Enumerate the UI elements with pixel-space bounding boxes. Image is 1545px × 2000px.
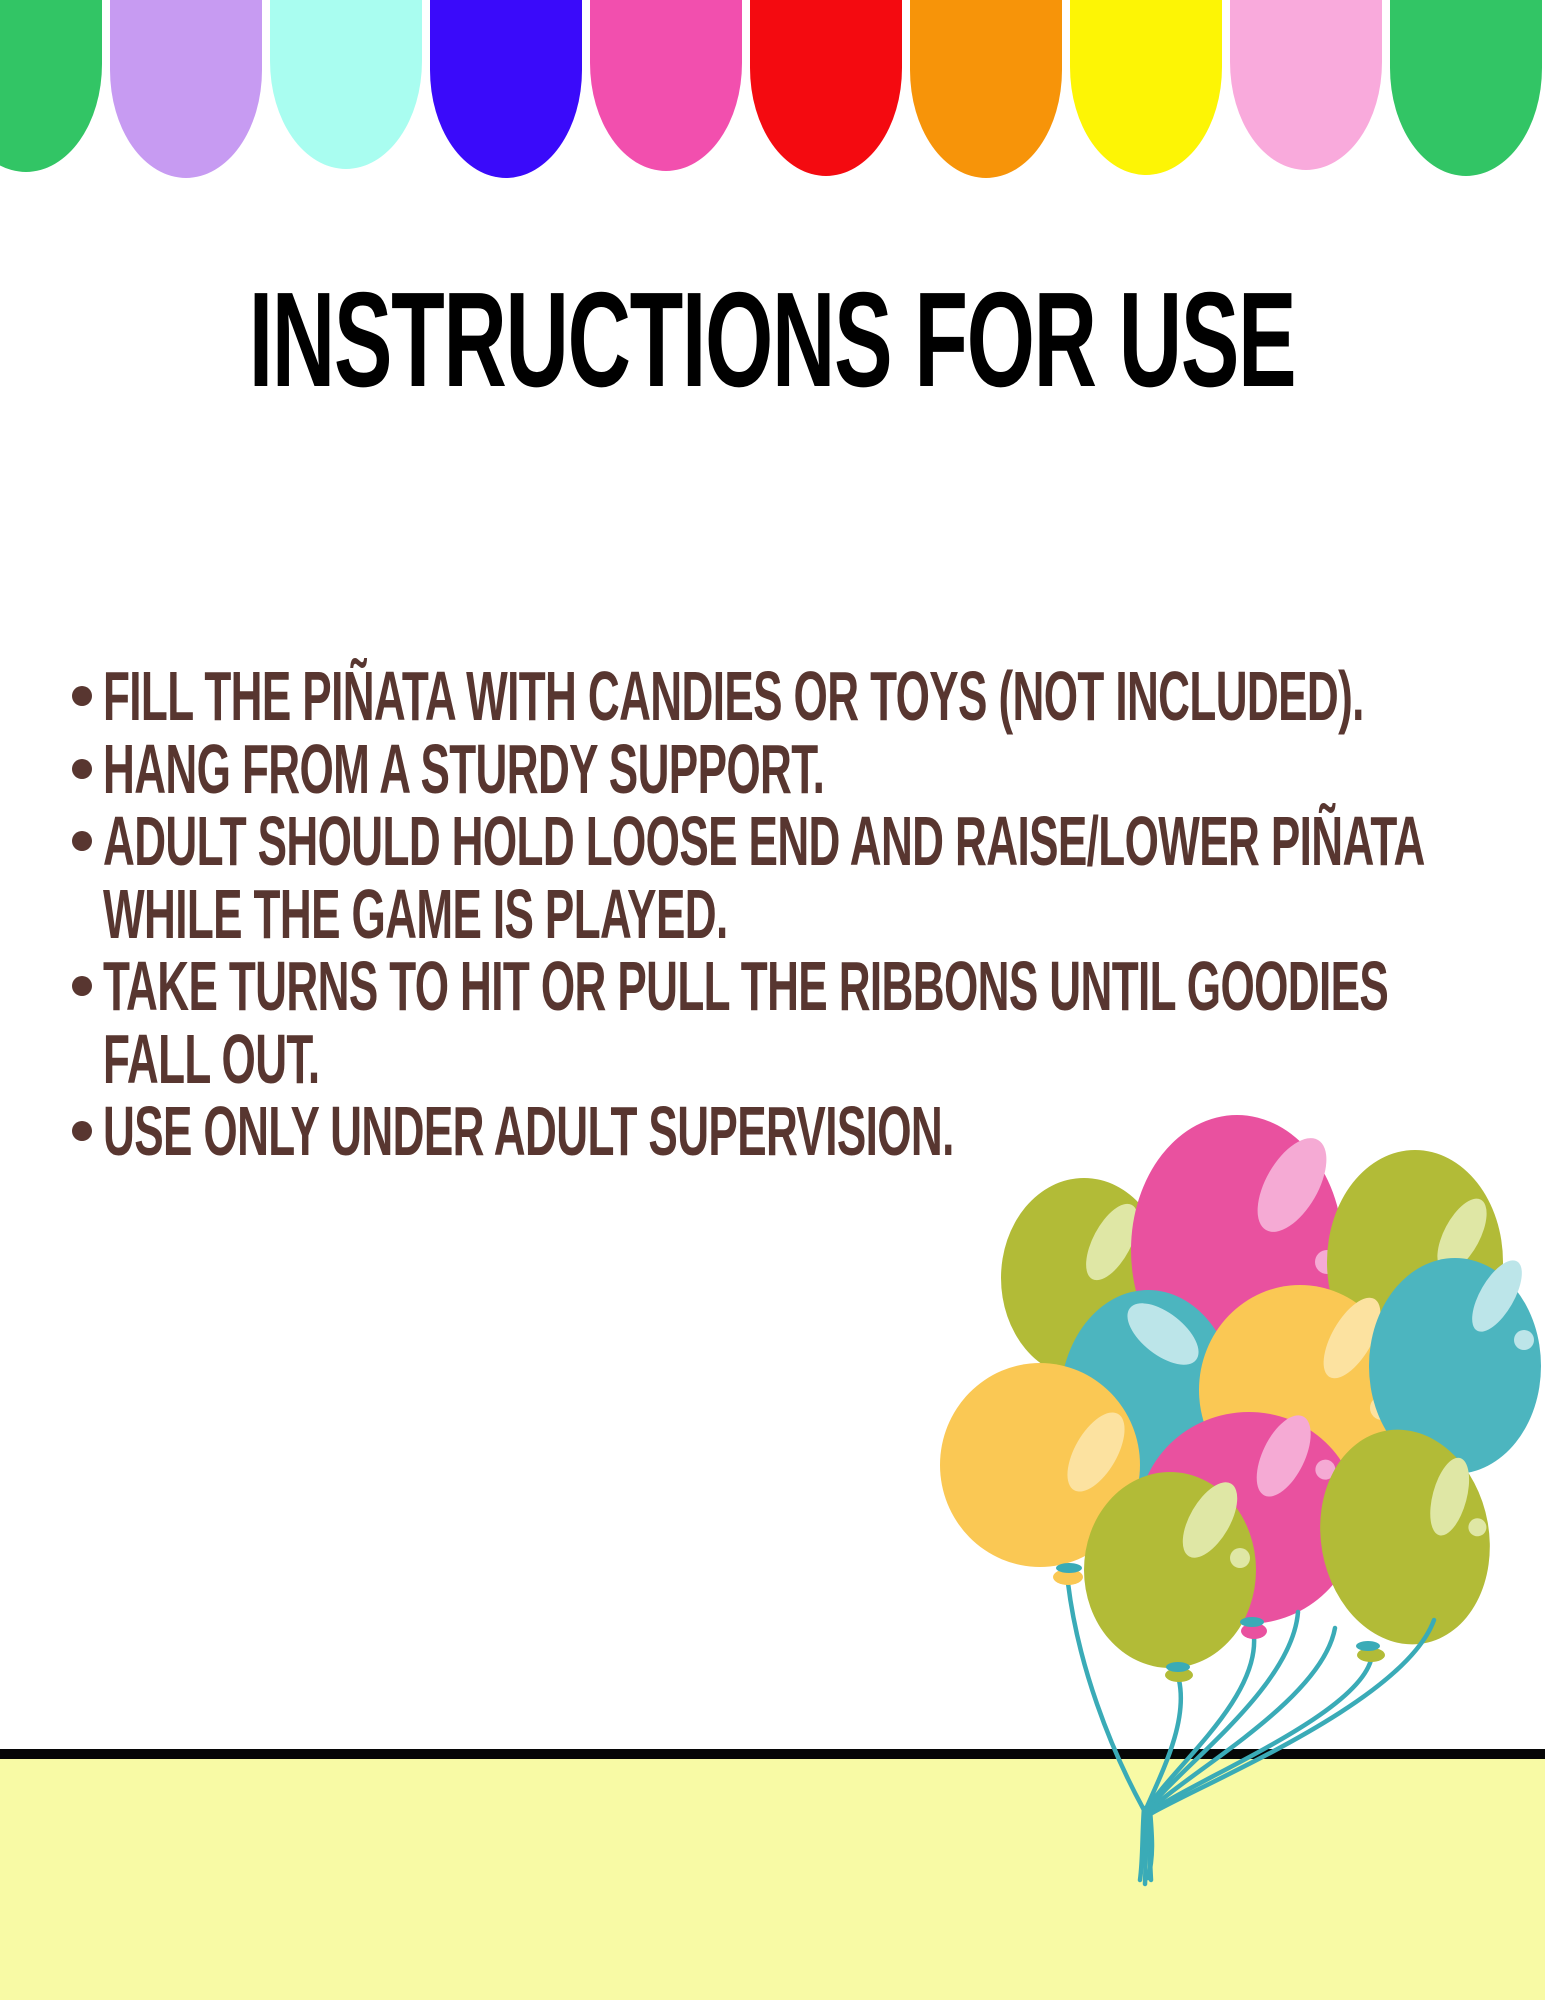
instruction-text: FILL THE PIÑATA WITH CANDIES OR TOYS (NOT INCLUDED). [103, 657, 1364, 736]
scallop-green-2 [1390, 0, 1542, 176]
balloons-illustration [900, 1080, 1545, 1900]
instruction-text: HANG FROM A STURDY SUPPORT. [103, 729, 825, 808]
balloon-olive-bottom-left [1084, 1472, 1256, 1668]
list-item [72, 657, 1545, 736]
bullet-dot [72, 1121, 92, 1141]
instruction-text: USE ONLY UNDER ADULT SUPERVISION. [103, 1092, 954, 1171]
page-title-text: INSTRUCTIONS FOR USE [249, 263, 1296, 415]
instruction-text: TAKE TURNS TO HIT OR PULL THE RIBBONS UNTIL GOODIES [103, 947, 1389, 1026]
bullet-dot [72, 831, 92, 851]
scallop-green [0, 0, 102, 172]
scallop-orange [910, 0, 1062, 178]
bullet-dot [72, 686, 92, 706]
bullet-dot [72, 759, 92, 779]
instruction-text: FALL OUT. [103, 1019, 320, 1098]
scallop-blue [430, 0, 582, 178]
scallop-aqua [270, 0, 422, 169]
instruction-text: ADULT SHOULD HOLD LOOSE END AND RAISE/LOWER PIÑATA [103, 802, 1425, 881]
scallop-red [750, 0, 902, 176]
list-item [72, 947, 1545, 1098]
scallop-pink [1230, 0, 1382, 170]
bullet-dot [72, 976, 92, 996]
page-title [0, 263, 1545, 415]
scallop-yellow [1070, 0, 1222, 175]
scallop-lavender [110, 0, 262, 178]
scallop-magenta [590, 0, 742, 171]
scalloped-border [0, 0, 1542, 178]
list-item [72, 729, 1545, 808]
instruction-text: WHILE THE GAME IS PLAYED. [103, 874, 728, 953]
list-item [72, 802, 1545, 953]
